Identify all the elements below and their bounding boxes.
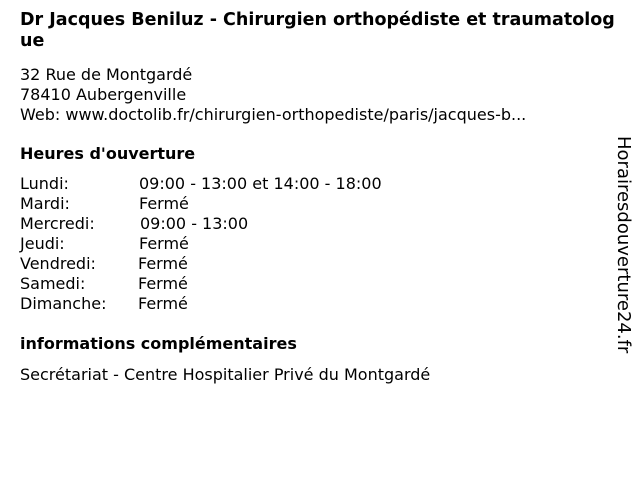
additional-info-text: Secrétariat - Centre Hospitalier Privé du Montgardé [20,365,431,384]
day-label: Jeudi: [20,234,65,253]
day-hours: Fermé [138,294,188,313]
website-link[interactable]: Web: www.doctolib.fr/chirurgien-orthopediste/paris/jacques-b... [20,105,527,124]
day-hours: Fermé [139,234,189,253]
address-block [20,65,526,125]
day-hours: 09:00 - 13:00 et 14:00 - 18:00 [139,174,382,193]
day-label: Mercredi: [20,214,95,233]
day-hours: Fermé [138,274,188,293]
day-label: Samedi: [20,274,86,293]
day-label: Vendredi: [20,254,96,273]
day-label: Dimanche: [20,294,107,313]
address-city: 78410 Aubergenville [20,85,187,104]
day-hours: Fermé [139,194,189,213]
day-hours: Fermé [138,254,188,273]
day-hours: 09:00 - 13:00 [140,214,249,233]
day-label: Mardi: [20,194,70,213]
address-street: 32 Rue de Montgardé [20,65,193,84]
brand-text: Horairesdouverture24.fr [613,136,634,354]
additional-info-heading: informations complémentaires [20,334,297,353]
page-title: Dr Jacques Beniluz - Chirurgien orthopédiste et traumatologue [20,10,615,51]
opening-hours-heading: Heures d'ouverture [20,144,196,163]
brand-watermark [611,136,635,354]
day-label: Lundi: [20,174,69,193]
